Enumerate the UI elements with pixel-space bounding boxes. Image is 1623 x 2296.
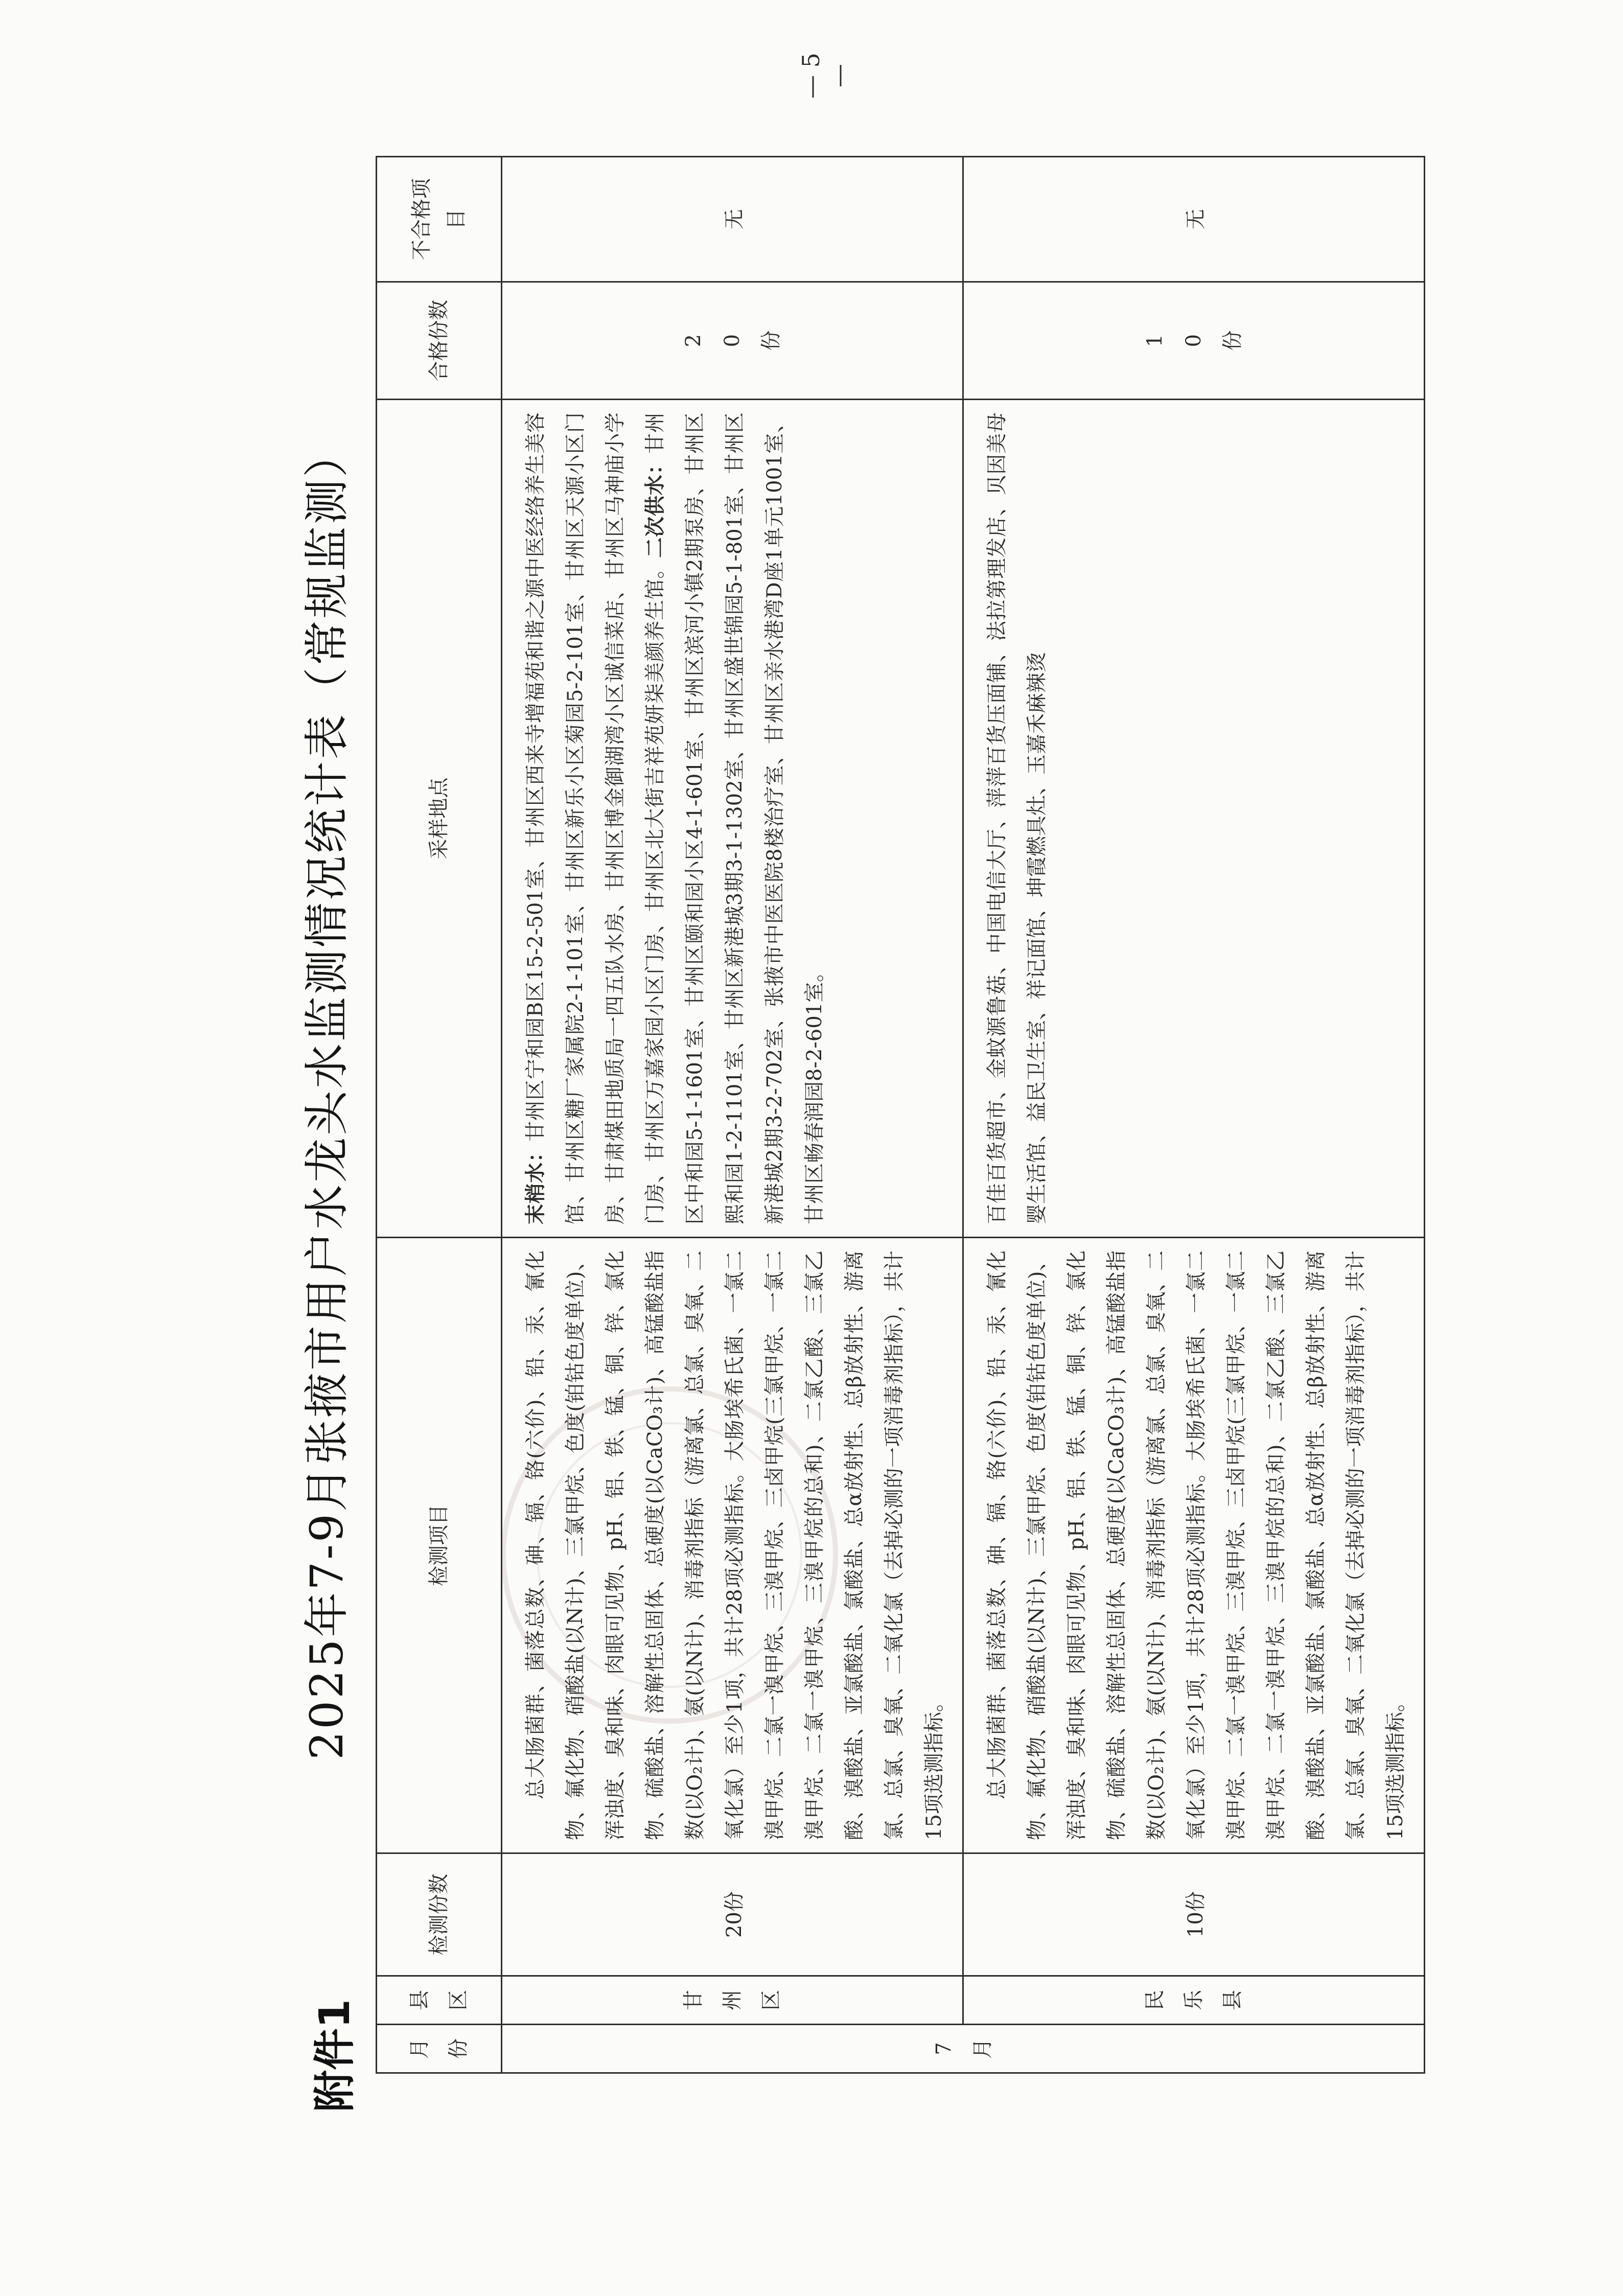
location-heading-terminal: 末梢水： xyxy=(523,1141,547,1224)
location-heading-secondary: 二次供水： xyxy=(643,453,667,558)
location-list-secondary: 甘州区中和园5-1-1601室、甘州区颐和园小区4-1-601室、甘州区滨河小镇2期泵房、甘州区熙和园1-2-1101室、甘州区新港城3期3-1-1302室、甘州区盛世锦园5-1-801室、甘州区新港城2期3-2-702室、张掖市中医医院8楼治疗室、甘州区亲水港湾D座1单元1001室、甘州区畅春润园8-2-601室。 xyxy=(643,412,826,1224)
county-cell: 甘州区 xyxy=(502,1976,963,2025)
statistics-table xyxy=(376,156,1425,2074)
header-month: 月份 xyxy=(377,2025,502,2073)
header-unqualified-items: 不合格项目 xyxy=(377,157,502,282)
locations-cell xyxy=(502,400,963,1238)
month-cell: 7月 xyxy=(502,2025,1425,2073)
table-header-row xyxy=(377,157,502,2073)
unqualified-cell: 无 xyxy=(963,157,1425,282)
location-list-terminal: 甘州区宁和园B区15-2-501室、甘州区西来寺增福苑和谐之源中医经络养生美容馆、甘州区糖厂家属院2-1-101室、甘州区新乐小区菊园5-2-101室、甘州区天源小区门房、甘肃煤田地质局一四五队水房、甘州区博金御湖湾小区诚信菜店、甘州区马神庙小学门房、甘州区万嘉家园小区门房、甘州区北大街吉祥苑妍柒美颜养生馆。 xyxy=(524,412,667,1224)
header-county: 县区 xyxy=(377,1976,502,2025)
items-cell: 总大肠菌群、菌落总数、砷、镉、铬(六价)、铅、汞、氰化物、氟化物、硝酸盐(以N计)、三氯甲烷、色度(铂钴色度单位)、浑浊度、臭和味、肉眼可见物、pH、铝、铁、锰、铜、锌、氯化物、硫酸盐、溶解性总固体、总硬度(以CaCO₃计)、高锰酸盐指数(以O₂计)、氨(以N计)、消毒剂指标（游离氯、总氯、臭氧、二氧化氯）至少1项，共计28项必测指标。大肠埃希氏菌、一氯二溴甲烷、二氯一溴甲烷、三溴甲烷、三卤甲烷(三氯甲烷、一氯二溴甲烷、二氯一溴甲烷、三溴甲烷的总和)、二氯乙酸、三氯乙酸、溴酸盐、亚氯酸盐、氯酸盐、总α放射性、总β放射性、游离氯、总氯、臭氧、二氧化氯（去掉必测的一项消毒剂指标），共计15项选测指标。 xyxy=(963,1238,1425,1853)
header-sample-count: 检测份数 xyxy=(377,1853,502,1976)
table-row xyxy=(963,157,1425,2073)
page-number: — 5 — xyxy=(797,53,852,99)
document-title: 2025年7-9月张掖市用户水龙头水监测情况统计表（常规监测） xyxy=(300,430,353,1760)
qualified-cell: 20份 xyxy=(502,282,963,400)
header-qualified: 合格份数 xyxy=(377,282,502,400)
items-cell: 总大肠菌群、菌落总数、砷、镉、铬(六价)、铅、汞、氰化物、氟化物、硝酸盐(以N计)、三氯甲烷、色度(铂钴色度单位)、浑浊度、臭和味、肉眼可见物、pH、铝、铁、锰、铜、锌、氯化物、硫酸盐、溶解性总固体、总硬度(以CaCO₃计)、高锰酸盐指数(以O₂计)、氨(以N计)、消毒剂指标（游离氯、总氯、臭氧、二氧化氯）至少1项，共计28项必测指标。大肠埃希氏菌、一氯二溴甲烷、二氯一溴甲烷、三溴甲烷、三卤甲烷(三氯甲烷、一氯二溴甲烷、二氯一溴甲烷、三溴甲烷的总和)、二氯乙酸、三氯乙酸、溴酸盐、亚氯酸盐、氯酸盐、总α放射性、总β放射性、游离氯、总氯、臭氧、二氧化氯（去掉必测的一项消毒剂指标），共计15项选测指标。 xyxy=(502,1238,963,1853)
locations-cell: 百佳百货超市、金蚊源鲁菇、中国电信大厅、萍萍百货压面铺、法拉第理发店、贝因美母婴生活馆、益民卫生室、祥记面馆、坤霞燃具灶、玉嘉禾麻辣烫 xyxy=(963,400,1425,1238)
county-cell: 民乐县 xyxy=(963,1976,1425,2025)
qualified-cell: 10份 xyxy=(963,282,1425,400)
table-row xyxy=(502,157,963,2073)
header-items: 检测项目 xyxy=(377,1238,502,1853)
unqualified-cell: 无 xyxy=(502,157,963,282)
sample-count-cell: 20份 xyxy=(502,1853,963,1976)
annex-label: 附件1 xyxy=(311,1999,359,2112)
statistics-table-container xyxy=(376,178,1407,2074)
page-number-area xyxy=(0,0,1623,152)
sample-count-cell: 10份 xyxy=(963,1853,1425,1976)
header-locations: 采样地点 xyxy=(377,400,502,1238)
